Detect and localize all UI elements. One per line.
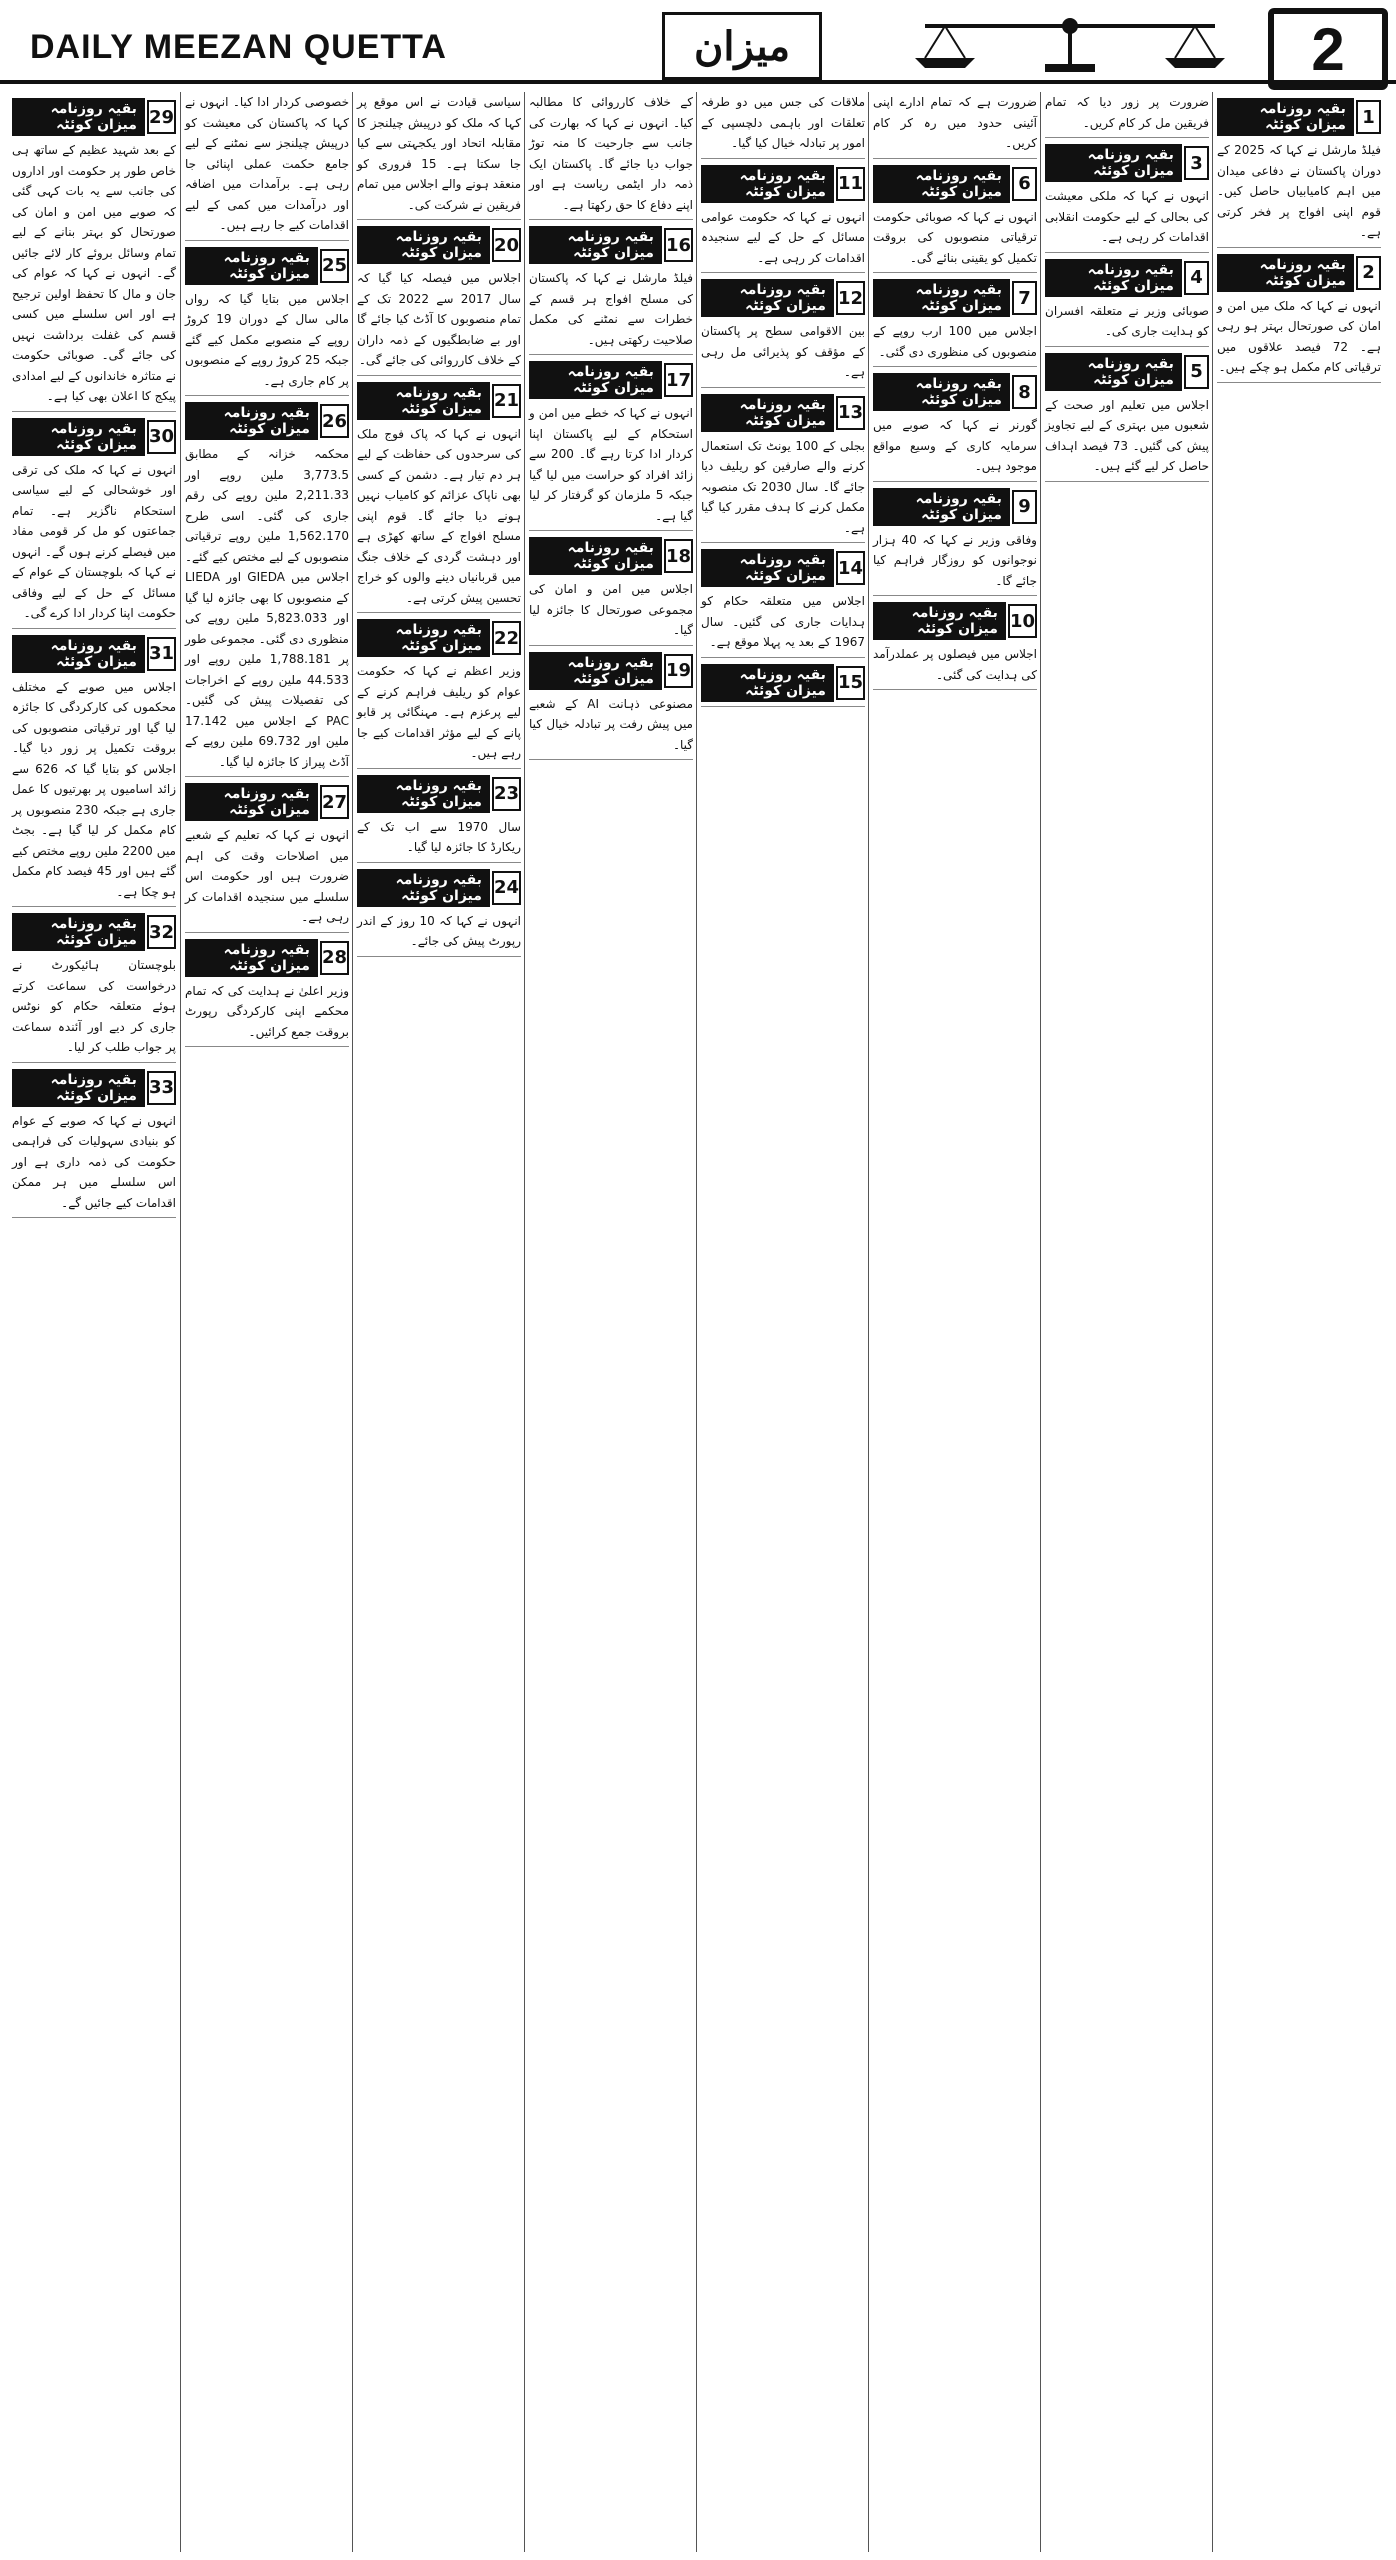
continuation-header xyxy=(357,775,521,813)
continuation-label: بقیہ روزنامہ میزان کوئٹہ xyxy=(701,279,834,317)
page-number-badge: 2 xyxy=(1268,8,1388,90)
item-divider xyxy=(1045,252,1209,253)
item-divider xyxy=(1045,137,1209,138)
article-body-text: کے خلاف کارروائی کا مطالبہ کیا۔ انہوں نے کہا کہ بھارت کی جانب سے جارحیت کا منہ توڑ جواب دیا جائے گا۔ پاکستان ایک ذمہ دار ایٹمی ریاست ہے اور اپنے دفاع کا حق رکھتا ہے۔ xyxy=(529,95,693,212)
continuation-number: 15 xyxy=(836,666,865,700)
item-divider xyxy=(529,645,693,646)
item-divider xyxy=(529,530,693,531)
article-body-text: انہوں نے کہا کہ حکومت عوامی مسائل کے حل کے لیے سنجیدہ اقدامات کر رہی ہے۔ xyxy=(701,209,865,265)
article-body-text: خصوصی کردار ادا کیا۔ انہوں نے کہا کہ پاکستان کی معیشت کو درپیش چیلنجز سے نمٹنے کے لیے جامع حکمت عملی اپنائی جا رہی ہے۔ برآمدات میں اضافہ اور درآمدات میں کمی کے لیے اقدامات کیے جا رہے ہیں۔ xyxy=(185,95,349,232)
item-divider xyxy=(1217,382,1381,383)
continuation-number: 6 xyxy=(1012,167,1037,201)
scales-of-justice-icon xyxy=(905,14,1235,74)
continuation-header xyxy=(701,279,865,317)
continuation-number: 18 xyxy=(664,539,693,573)
item-divider xyxy=(357,612,521,613)
continuation-label: بقیہ روزنامہ میزان کوئٹہ xyxy=(12,1069,145,1107)
continuation-number: 12 xyxy=(836,281,865,315)
article-body-text: اجلاس میں فیصلہ کیا گیا کہ سال 2017 سے 2022 تک کے تمام منصوبوں کا آڈٹ کیا جائے گا اور بے ضابطگیوں کے ذمہ داران کے خلاف کارروائی کی جائے گی۔ xyxy=(357,271,522,367)
news-column xyxy=(180,92,353,2552)
item-divider xyxy=(12,628,176,629)
continuation-label: بقیہ روزنامہ میزان کوئٹہ xyxy=(1045,259,1182,297)
continuation-label: بقیہ روزنامہ میزان کوئٹہ xyxy=(185,939,318,977)
continuation-number: 5 xyxy=(1184,355,1209,389)
continuation-label: بقیہ روزنامہ میزان کوئٹہ xyxy=(1217,254,1354,292)
article-body-text: کے بعد شہید عظیم کے ساتھ ہی خاص طور پر حکومت اور اداروں کی جانب سے یہ بات کہی گئی کہ صوبے میں امن و امان کی صورتحال کو بہتر بنانے کے لیے تمام وسائل بروئے کار لائے جائیں گے۔ انہوں نے کہا کہ عوام کی جان و مال کا تحفظ اولین ترجیح ہے اور اس سلسلے میں کسی قسم کی غفلت برداشت نہیں کی جائے گی۔ صوبائی حکومت نے متاثرہ خاندانوں کے لیے امدادی پیکج کا اعلان بھی کیا ہے۔ xyxy=(12,143,176,403)
continuation-header xyxy=(12,635,176,673)
continuation-header xyxy=(529,361,693,399)
continuation-label: بقیہ روزنامہ میزان کوئٹہ xyxy=(873,373,1010,411)
news-column xyxy=(696,92,869,2552)
article-body-text: بجلی کے 100 یونٹ تک استعمال کرنے والے صارفین کو ریلیف دیا جائے گا۔ سال 2030 تک منصوبہ مکمل کرنے کا ہدف مقرر کیا گیا ہے۔ xyxy=(701,438,866,535)
continuation-label: بقیہ روزنامہ میزان کوئٹہ xyxy=(357,775,490,813)
continuation-label: بقیہ روزنامہ میزان کوئٹہ xyxy=(701,165,834,203)
article-body-text: ضرورت پر زور دیا کہ تمام فریقین مل کر کام کریں۔ xyxy=(1045,95,1209,130)
continuation-header xyxy=(529,226,693,264)
masthead xyxy=(0,0,1396,84)
item-divider xyxy=(185,395,349,396)
item-divider xyxy=(357,375,521,376)
continuation-header xyxy=(873,279,1037,317)
item-divider xyxy=(185,1046,349,1047)
article-body-text: اجلاس میں تعلیم اور صحت کے شعبوں میں بہتری کے لیے تجاویز پیش کی گئیں۔ 73 فیصد اہداف حاصل کر لیے گئے ہیں۔ xyxy=(1045,397,1209,473)
continuation-header xyxy=(357,382,521,420)
continuation-number: 22 xyxy=(492,621,521,655)
news-column xyxy=(8,92,180,2552)
continuation-number: 4 xyxy=(1184,261,1209,295)
continuation-number: 25 xyxy=(320,249,349,283)
item-divider xyxy=(357,862,521,863)
continuation-number: 29 xyxy=(147,100,176,134)
continuation-number: 11 xyxy=(836,167,865,201)
item-divider xyxy=(529,759,693,760)
article-body-text: صوبائی وزیر نے متعلقہ افسران کو ہدایت جاری کی۔ xyxy=(1045,303,1209,338)
continuation-header xyxy=(701,165,865,203)
continuation-header xyxy=(529,652,693,690)
news-column xyxy=(524,92,697,2552)
item-divider xyxy=(1045,346,1209,347)
item-divider xyxy=(873,272,1037,273)
article-body-text: انہوں نے کہا کہ 10 روز کے اندر رپورٹ پیش کی جائے۔ xyxy=(357,913,521,948)
item-divider xyxy=(357,219,521,220)
continuation-number: 13 xyxy=(836,396,865,430)
continuation-header xyxy=(1045,259,1209,297)
item-divider xyxy=(529,219,693,220)
news-column xyxy=(352,92,525,2552)
continuation-header xyxy=(529,537,693,575)
continuation-number: 26 xyxy=(320,404,349,438)
continuation-label: بقیہ روزنامہ میزان کوئٹہ xyxy=(357,619,490,657)
continuation-number: 1 xyxy=(1356,100,1381,134)
continuation-header xyxy=(701,549,865,587)
continuation-label: بقیہ روزنامہ میزان کوئٹہ xyxy=(873,602,1006,640)
continuation-header xyxy=(12,1069,176,1107)
continuation-number: 10 xyxy=(1008,604,1037,638)
item-divider xyxy=(701,272,865,273)
continuation-label: بقیہ روزنامہ میزان کوئٹہ xyxy=(12,635,145,673)
item-divider xyxy=(529,354,693,355)
continuation-label: بقیہ روزنامہ میزان کوئٹہ xyxy=(357,869,490,907)
continuation-label: بقیہ روزنامہ میزان کوئٹہ xyxy=(873,279,1010,317)
news-column xyxy=(1040,92,1213,2552)
item-divider xyxy=(12,1217,176,1218)
continuation-number: 33 xyxy=(147,1071,176,1105)
article-body-text: انہوں نے کہا کہ ملکی معیشت کی بحالی کے لیے حکومت انقلابی اقدامات کر رہی ہے۔ xyxy=(1045,189,1209,244)
article-body-text: اجلاس میں متعلقہ حکام کو ہدایات جاری کی گئیں۔ سال 1967 کے بعد یہ پہلا موقع ہے۔ xyxy=(701,594,865,649)
continuation-label: بقیہ روزنامہ میزان کوئٹہ xyxy=(12,913,145,951)
continuation-number: 30 xyxy=(147,420,176,454)
item-divider xyxy=(701,706,865,707)
item-divider xyxy=(357,956,521,957)
masthead-logo: میزان xyxy=(662,12,822,80)
item-divider xyxy=(12,906,176,907)
continuation-number: 20 xyxy=(492,228,521,262)
continuation-label: بقیہ روزنامہ میزان کوئٹہ xyxy=(1045,144,1182,182)
continuation-label: بقیہ روزنامہ میزان کوئٹہ xyxy=(1045,353,1182,391)
item-divider xyxy=(12,411,176,412)
article-body-text: انہوں نے کہا کہ ملک میں امن و امان کی صورتحال بہتر ہو رہی ہے۔ 72 فیصد علاقوں میں ترقیاتی کام مکمل ہو چکے ہیں۔ xyxy=(1217,298,1381,374)
continuation-header xyxy=(185,247,349,285)
continuation-label: بقیہ روزنامہ میزان کوئٹہ xyxy=(357,226,490,264)
masthead-title: DAILY MEEZAN QUETTA xyxy=(30,28,447,66)
article-body-text: وفاقی وزیر نے کہا کہ 40 ہزار نوجوانوں کو روزگار فراہم کیا جائے گا۔ xyxy=(873,532,1037,588)
article-body-text: وزیر اعظم نے کہا کہ حکومت عوام کو ریلیف فراہم کرنے کے لیے پرعزم ہے۔ مہنگائی پر قابو پانے کے لیے مؤثر اقدامات کیے جا رہے ہیں۔ xyxy=(357,664,521,760)
article-body-text: بین الاقوامی سطح پر پاکستان کے مؤقف کو پذیرائی مل رہی ہے۔ xyxy=(701,324,865,379)
continuation-label: بقیہ روزنامہ میزان کوئٹہ xyxy=(701,664,834,702)
item-divider xyxy=(357,768,521,769)
item-divider xyxy=(701,387,865,388)
article-body-text: محکمہ خزانہ کے مطابق 3,773.5 ملین روپے اور 2,211.33 ملین روپے کی رقم جاری کی گئی۔ اسی طرح 1,562.170 ملین روپے ترقیاتی منصوبوں کے لیے مختص کیے گئے۔ اجلاس میں GIEDA اور LIEDA کے منصوبوں کا بھی جائزہ لیا گیا اور 5,823.033 ملین روپے کی منظوری دی گئی۔ مجموعی طور پر 1,788.181 ملین روپے اور 44.533 ملین روپے کے اخراجات کی تفصیلات پیش کی گئیں۔ PAC کے اجلاس میں 17.142 ملین اور 69.732 ملین روپے کے آڈٹ پیراز کا جائزہ لیا گیا۔ xyxy=(185,447,350,769)
continuation-label: بقیہ روزنامہ میزان کوئٹہ xyxy=(873,165,1010,203)
continuation-label: بقیہ روزنامہ میزان کوئٹہ xyxy=(529,226,662,264)
continuation-number: 31 xyxy=(147,637,176,671)
continuation-label: بقیہ روزنامہ میزان کوئٹہ xyxy=(529,361,662,399)
continuation-label: بقیہ روزنامہ میزان کوئٹہ xyxy=(357,382,490,420)
continuation-label: بقیہ روزنامہ میزان کوئٹہ xyxy=(185,783,318,821)
continuation-label: بقیہ روزنامہ میزان کوئٹہ xyxy=(529,652,662,690)
article-body-text: سیاسی قیادت نے اس موقع پر کہا کہ ملک کو درپیش چیلنجز کا مقابلہ اتحاد اور یکجہتی سے کیا جا سکتا ہے۔ 15 فروری کو منعقد ہونے والے اجلاس میں تمام فریقین نے شرکت کی۔ xyxy=(357,95,521,212)
article-body-text: اجلاس میں بتایا گیا کہ رواں مالی سال کے دوران 19 کروڑ روپے کے منصوبے مکمل کیے گئے جبکہ 25 کروڑ روپے کے منصوبوں پر کام جاری ہے۔ xyxy=(185,291,349,388)
continuation-number: 8 xyxy=(1012,375,1037,409)
continuation-label: بقیہ روزنامہ میزان کوئٹہ xyxy=(1217,98,1354,136)
continuation-number: 27 xyxy=(320,785,349,819)
continuation-header xyxy=(701,664,865,702)
continuation-header xyxy=(357,226,521,264)
continuation-number: 19 xyxy=(664,654,693,688)
continuation-label: بقیہ روزنامہ میزان کوئٹہ xyxy=(529,537,662,575)
article-body-text: انہوں نے کہا کہ صوبے کے عوام کو بنیادی سہولیات کی فراہمی حکومت کی ذمہ داری ہے اور اس سلسلے میں ہر ممکن اقدامات کیے جائیں گے۔ xyxy=(12,1113,176,1210)
article-body-text: اجلاس میں صوبے کے مختلف محکموں کی کارکردگی کا جائزہ لیا گیا اور ترقیاتی منصوبوں کی بروقت تکمیل پر زور دیا گیا۔ اجلاس کو بتایا گیا کہ 626 سے زائد اسامیوں پر بھرتیوں کا عمل جاری ہے جبکہ 230 منصوبوں پر کام مکمل کر لیا گیا ہے۔ بجٹ میں 2200 ملین روپے مختص کیے گئے ہیں اور 45 فیصد کام مکمل ہو چکا ہے۔ xyxy=(12,679,176,899)
continuation-header xyxy=(12,98,176,136)
article-body-text: مصنوعی ذہانت AI کے شعبے میں پیش رفت پر تبادلہ خیال کیا گیا۔ xyxy=(529,696,693,752)
continuation-number: 17 xyxy=(664,363,693,397)
article-body-text: انہوں نے کہا کہ خطے میں امن و استحکام کے لیے پاکستان اپنا کردار ادا کرتا رہے گا۔ 200 سے زائد افراد کو حراست میں لیا گیا جبکہ 5 ملزمان کو گرفتار کر لیا گیا ہے۔ xyxy=(529,406,694,523)
item-divider xyxy=(701,542,865,543)
article-body-text: سال 1970 سے اب تک کے ریکارڈ کا جائزہ لیا گیا۔ xyxy=(357,819,521,854)
item-divider xyxy=(185,932,349,933)
article-body-text: وزیر اعلیٰ نے ہدایت کی کہ تمام محکمے اپنی کارکردگی رپورٹ بروقت جمع کرائیں۔ xyxy=(185,983,349,1039)
continuation-label: بقیہ روزنامہ میزان کوئٹہ xyxy=(12,418,145,456)
continuation-label: بقیہ روزنامہ میزان کوئٹہ xyxy=(701,394,834,432)
article-body-text: اجلاس میں 100 ارب روپے کے منصوبوں کی منظوری دی گئی۔ xyxy=(873,324,1038,359)
continuation-number: 16 xyxy=(664,228,693,262)
continuation-header xyxy=(1217,254,1381,292)
continuation-header xyxy=(12,418,176,456)
continuation-number: 14 xyxy=(836,551,865,585)
continuation-header xyxy=(873,488,1037,526)
continuation-number: 32 xyxy=(147,915,176,949)
item-divider xyxy=(873,158,1037,159)
news-columns xyxy=(8,92,1388,2552)
continuation-header xyxy=(185,402,349,440)
article-body-text: انہوں نے کہا کہ ملک کی ترقی اور خوشحالی کے لیے سیاسی استحکام ناگزیر ہے۔ تمام جماعتوں کو مل کر قومی مفاد میں فیصلے کرنے ہوں گے۔ انہوں نے کہا کہ بلوچستان کے عوام کے مسائل کے حل کے لیے وفاقی حکومت اپنا کردار ادا کرے گی۔ xyxy=(12,462,176,620)
continuation-number: 9 xyxy=(1012,490,1037,524)
continuation-header xyxy=(357,869,521,907)
item-divider xyxy=(873,689,1037,690)
continuation-number: 7 xyxy=(1012,281,1037,315)
item-divider xyxy=(1045,481,1209,482)
article-body-text: فیلڈ مارشل نے کہا کہ پاکستان کی مسلح افواج ہر قسم کے خطرات سے نمٹنے کی مکمل صلاحیت رکھتی ہیں۔ xyxy=(529,271,693,347)
continuation-header xyxy=(701,394,865,432)
article-body-text: ملاقات کی جس میں دو طرفہ تعلقات اور باہمی دلچسپی کے امور پر تبادلہ خیال کیا گیا۔ xyxy=(701,95,865,150)
continuation-header xyxy=(873,373,1037,411)
item-divider xyxy=(701,158,865,159)
continuation-header xyxy=(185,783,349,821)
article-body-text: ضرورت ہے کہ تمام ادارے اپنی آئینی حدود میں رہ کر کام کریں۔ xyxy=(873,95,1037,150)
continuation-label: بقیہ روزنامہ میزان کوئٹہ xyxy=(12,98,145,136)
article-body-text: انہوں نے کہا کہ صوبائی حکومت ترقیاتی منصوبوں کی بروقت تکمیل کو یقینی بنائے گی۔ xyxy=(873,209,1037,265)
continuation-header xyxy=(1217,98,1381,136)
continuation-number: 24 xyxy=(492,871,521,905)
item-divider xyxy=(185,776,349,777)
news-column xyxy=(868,92,1041,2552)
article-body-text: فیلڈ مارشل نے کہا کہ 2025 کے دوران پاکستان نے دفاعی میدان میں اہم کامیابیاں حاصل کیں۔ قوم اپنی افواج پر فخر کرتی ہے۔ xyxy=(1217,143,1381,239)
continuation-header xyxy=(1045,144,1209,182)
item-divider xyxy=(1217,247,1381,248)
item-divider xyxy=(185,240,349,241)
continuation-header xyxy=(873,602,1037,640)
item-divider xyxy=(701,657,865,658)
article-body-text: انہوں نے کہا کہ تعلیم کے شعبے میں اصلاحات وقت کی اہم ضرورت ہیں اور حکومت اس سلسلے میں سنجیدہ اقدامات کر رہی ہے۔ xyxy=(185,828,349,924)
article-body-text: انہوں نے کہا کہ پاک فوج ملک کی سرحدوں کی حفاظت کے لیے ہر دم تیار ہے۔ دشمن کے کسی بھی ناپاک عزائم کو کامیاب نہیں ہونے دیا جائے گا۔ قوم اپنی مسلح افواج کے ساتھ کھڑی ہے اور دہشت گردی کے خلاف جنگ میں قربانیاں دینے والوں کو خراج تحسین پیش کرتی ہے۔ xyxy=(357,426,521,605)
article-body-text: گورنر نے کہا کہ صوبے میں سرمایہ کاری کے وسیع مواقع موجود ہیں۔ xyxy=(873,418,1037,473)
item-divider xyxy=(873,366,1037,367)
continuation-header xyxy=(12,913,176,951)
news-column xyxy=(1212,92,1385,2552)
item-divider xyxy=(12,1062,176,1063)
continuation-label: بقیہ روزنامہ میزان کوئٹہ xyxy=(701,549,834,587)
item-divider xyxy=(873,481,1037,482)
continuation-header xyxy=(357,619,521,657)
continuation-label: بقیہ روزنامہ میزان کوئٹہ xyxy=(873,488,1010,526)
continuation-label: بقیہ روزنامہ میزان کوئٹہ xyxy=(185,402,318,440)
continuation-label: بقیہ روزنامہ میزان کوئٹہ xyxy=(185,247,318,285)
continuation-number: 21 xyxy=(492,384,521,418)
continuation-header xyxy=(873,165,1037,203)
item-divider xyxy=(873,595,1037,596)
continuation-header xyxy=(1045,353,1209,391)
continuation-header xyxy=(185,939,349,977)
article-body-text: بلوچستان ہائیکورٹ نے درخواست کی سماعت کرتے ہوئے متعلقہ حکام کو نوٹس جاری کر دیے اور آئندہ سماعت پر جواب طلب کر لیا۔ xyxy=(12,958,176,1054)
article-body-text: اجلاس میں فیصلوں پر عملدرآمد کی ہدایت کی گئی۔ xyxy=(873,647,1037,682)
continuation-number: 28 xyxy=(320,941,349,975)
continuation-number: 23 xyxy=(492,777,521,811)
continuation-number: 3 xyxy=(1184,146,1209,180)
article-body-text: اجلاس میں امن و امان کی مجموعی صورتحال کا جائزہ لیا گیا۔ xyxy=(529,582,693,637)
continuation-number: 2 xyxy=(1356,256,1381,290)
